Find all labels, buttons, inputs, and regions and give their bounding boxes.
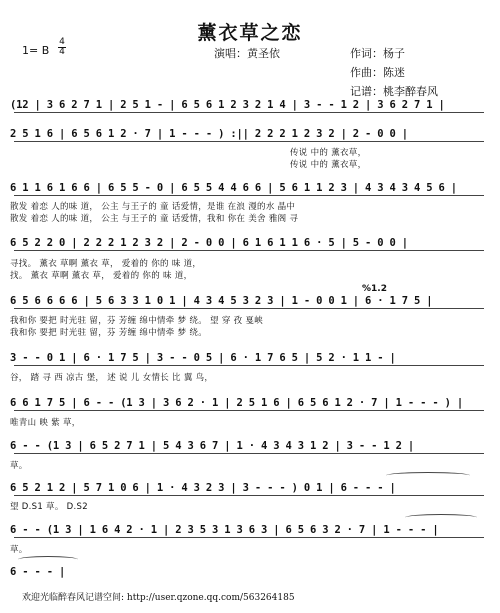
underline-row-4 (14, 250, 484, 251)
underline-row-5 (14, 308, 484, 309)
lyricist-credit: 作词：杨子 (350, 47, 405, 60)
dal-segno-mark: %1.2 (362, 284, 387, 294)
underline-row-2 (14, 141, 484, 142)
score-row-8-notes: 6 - - (1 3 | 6 5 2 7 1 | 5 4 3 6 7 | 1 · 4 3 4 3 1 2 | 3 - - 1 2 | (10, 440, 415, 452)
score-row-7-notes: 6 6 1 7 5 | 6 - - (1 3 | 3 6 2 · 1 | 2 5 1 6 | 6 5 6 1 2 · 7 | 1 - - - ) | (10, 397, 463, 409)
score-row-9-lyrics-1: 望 D.S1 草。 D.S2 (10, 502, 88, 512)
score-row-3-lyrics-1: 散发 着恋 人的味 道， 公主 与王子的 童 话爱情，是谁 在浪 漫的水 晶中 (10, 202, 296, 212)
underline-row-8 (14, 453, 484, 454)
score-row-2-lyrics-1: 传说 中的 薰衣草， (290, 148, 367, 158)
score-row-10-lyrics-1: 草。 (10, 545, 28, 555)
underline-row-9 (14, 495, 484, 496)
score-row-4-notes: 6 5 2 2 0 | 2 2 2 1 2 3 2 | 2 - 0 0 | 6 1 6 1 1 6 · 5 | 5 - 0 0 | (10, 237, 408, 249)
score-row-9-notes: 6 5 2 1 2 | 5 7 1 0 6 | 1 · 4 3 2 3 | 3 - - - ) 0 1 | 6 - - - | (10, 482, 396, 494)
score-row-1-notes: (12 | 3 6 2 7 1 | 2 5 1 - | 6 5 6 1 2 3 2 1 4 | 3 - - 1 2 | 3 6 2 7 1 | (10, 99, 445, 111)
score-row-6-notes: 3 - - 0 1 | 6 · 1 7 5 | 3 - - 0 5 | 6 · 1 7 6 5 | 5 2 · 1 1 - | (10, 352, 396, 364)
score-row-10-notes: 6 - - (1 3 | 1 6 4 2 · 1 | 2 3 5 3 1 3 6 3 | 6 5 6 3 2 · 7 | 1 - - - | (10, 524, 439, 536)
score-row-6-lyrics-1: 谷， 踏 寻 西 凉古 堡， 述 说 儿 女情长 比 翼 鸟， (10, 373, 214, 383)
footer-credit: 欢迎光临醉春风记谱空间: http://user.qzone.qq.com/563264185 (22, 593, 295, 603)
underline-row-7 (14, 410, 484, 411)
underline-row-1 (14, 112, 484, 113)
time-signature: 4 4 (59, 37, 65, 57)
score-row-2-lyrics-2: 传说 中的 薰衣草， (290, 160, 367, 170)
underline-row-6 (14, 365, 484, 366)
triplet-bracket (386, 472, 470, 479)
score-row-8-lyrics-1: 草。 (10, 461, 28, 471)
score-row-2-notes: 2 5 1 6 | 6 5 6 1 2 · 7 | 1 - - - ) :|| 2 2 2 1 2 3 2 | 2 - 0 0 | (10, 128, 408, 140)
score-row-5-notes: 6 5 6 6 6 6 | 5 6 3 3 1 0 1 | 4 3 4 5 3 2 3 | 1 - 0 0 1 | 6 · 1 7 5 | (10, 295, 433, 307)
score-row-5-lyrics-1: 我和你 要把 时光驻 留，芬 芳缠 绵中情牵 梦 绕。 望 穿 孜 戛峡 (10, 316, 264, 326)
composer-credit: 作曲：陈迷 (350, 66, 405, 79)
score-row-4-lyrics-2: 找。 薰衣 草啊 薰衣 草， 爱着的 你的 味 道， (10, 271, 193, 281)
underline-row-10 (14, 537, 484, 538)
tie-arc (405, 514, 477, 521)
underline-row-3 (14, 195, 484, 196)
transcriber-credit: 记谱：桃李醉春风 (350, 85, 438, 98)
key-signature: 1= B (22, 44, 50, 57)
score-row-4-lyrics-1: 寻找。 薰衣 草啊 薰衣 草， 爱着的 你的 味 道， (10, 259, 202, 269)
score-row-5-lyrics-2: 我和你 要把 时光驻 留，芬 芳缠 绵中情牵 梦 绕。 (10, 328, 208, 338)
score-row-3-lyrics-2: 散发 着恋 人的味 道， 公主 与王子的 童 话爱情，我和 你在 美舍 雅阁 寻 (10, 214, 299, 224)
score-row-11-notes: 6 - - - | (10, 566, 66, 578)
singer-credit: 演唱：黄圣依 (214, 47, 280, 60)
score-row-3-notes: 6 1 1 6 1 6 6 | 6 5 5 - 0 | 6 5 5 4 4 6 6 | 5 6 1 1 2 3 | 4 3 4 3 4 5 6 | (10, 182, 457, 194)
score-row-7-lyrics-1: 唯青山 映 紫 草， (10, 418, 81, 428)
final-tie-arc (18, 556, 78, 563)
song-title: 薰衣草之恋 (197, 22, 303, 44)
